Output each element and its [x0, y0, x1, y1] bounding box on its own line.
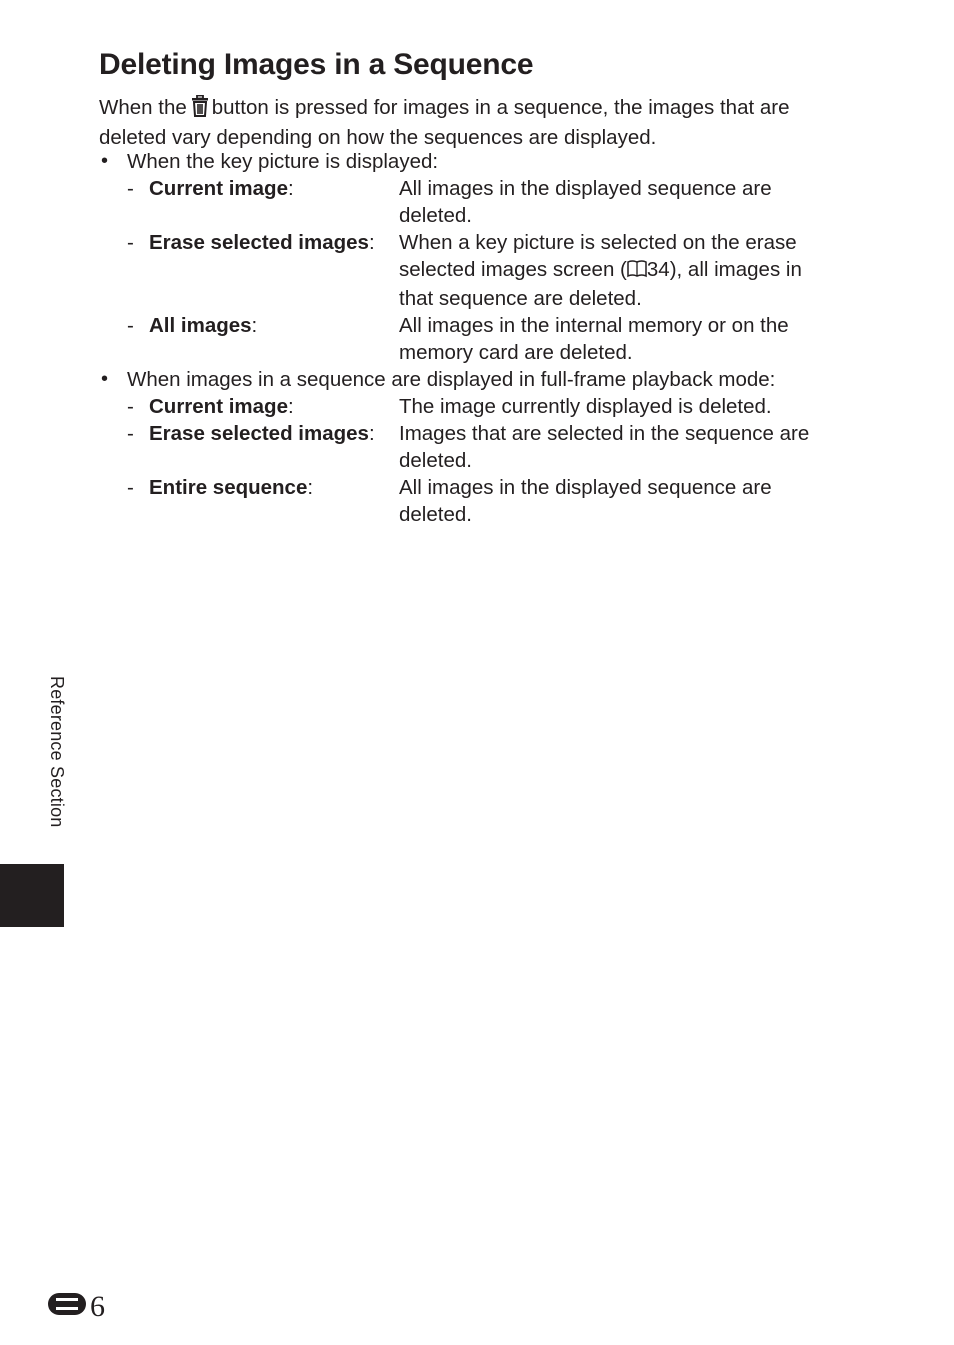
page-title: Deleting Images in a Sequence: [99, 48, 534, 81]
term-description: All images in the internal memory or on the memory card are deleted.: [399, 314, 789, 364]
dash-marker: -: [127, 422, 134, 445]
term-colon: :: [287, 177, 294, 200]
list-item: [99, 312, 839, 366]
bullet-heading-text: When images in a sequence are displayed in full-frame playback mode:: [127, 368, 776, 391]
section-key-picture: [99, 148, 839, 366]
list-item: [99, 229, 839, 312]
term-label: [149, 175, 399, 229]
term-description: Images that are selected in the sequence are deleted.: [399, 422, 810, 472]
term-label: [149, 474, 399, 528]
term-bold: Erase selected images: [149, 231, 369, 254]
term-bold: Current image: [149, 395, 288, 418]
term-label: [149, 229, 399, 312]
term-colon: :: [307, 476, 314, 499]
list-item: [99, 420, 839, 474]
intro-text-after: button is pressed for images in a sequence, the images that are deleted vary depending on how the sequences are displayed.: [99, 96, 790, 149]
term-bold: All images: [149, 314, 252, 337]
term-bold: Entire sequence: [149, 476, 308, 499]
list-item: [99, 175, 839, 229]
term-colon: :: [287, 395, 294, 418]
term-colon: :: [368, 422, 375, 445]
bullet-heading-text: When the key picture is displayed:: [127, 150, 439, 173]
side-section-label: Reference Section: [47, 676, 67, 828]
term-colon: :: [251, 314, 258, 337]
section-tab-marker: [0, 864, 64, 927]
list-item: [99, 393, 839, 420]
book-icon: [627, 258, 647, 285]
intro-paragraph: [99, 94, 839, 151]
term-bold: Current image: [149, 177, 288, 200]
dash-marker: -: [127, 314, 134, 337]
term-label: [149, 420, 399, 474]
section-full-frame: [99, 366, 839, 528]
dash-marker: -: [127, 231, 134, 254]
term-description: All images in the displayed sequence are deleted.: [399, 476, 772, 526]
intro-text-before: When the: [99, 96, 187, 119]
page-number-text: 6: [90, 1290, 105, 1323]
bullet-heading: [99, 148, 839, 175]
bullet-heading: [99, 366, 839, 393]
term-bold: Erase selected images: [149, 422, 369, 445]
term-description: The image currently displayed is deleted.: [399, 395, 772, 418]
desc-before-ref: When a key picture is selected on the erase selected images screen (: [399, 231, 797, 281]
term-description: [399, 229, 839, 312]
dash-marker: -: [127, 395, 134, 418]
desc-after-ref: ), all images in that sequence are deleted.: [399, 258, 802, 310]
dash-marker: -: [127, 177, 134, 200]
page-reference-link[interactable]: 34: [646, 258, 670, 281]
list-item: [99, 474, 839, 528]
page-number: [46, 1290, 105, 1324]
term-colon: :: [368, 231, 375, 254]
bullet-marker: •: [101, 368, 109, 390]
term-label: [149, 393, 399, 420]
bullet-marker: •: [101, 150, 109, 172]
term-label: [149, 312, 399, 366]
reference-section-icon: [46, 1291, 88, 1324]
dash-marker: -: [127, 476, 134, 499]
term-description: All images in the displayed sequence are deleted.: [399, 177, 772, 227]
trash-icon: [191, 95, 209, 124]
